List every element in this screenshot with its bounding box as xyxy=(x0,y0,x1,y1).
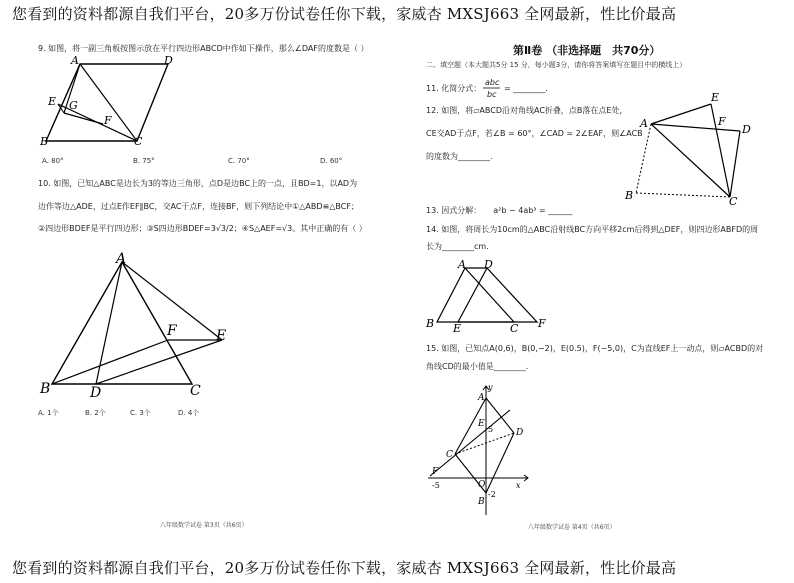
q9-label-d: D xyxy=(164,54,173,67)
q15-label-b: B xyxy=(478,497,485,507)
q14-line2: 长为________cm. xyxy=(426,242,489,251)
q10-option-d: D. 4个 xyxy=(178,409,200,417)
q10-line3: ②四边形BDEF是平行四边形；③S四边形BDEF=3√3/2；④S△AEF=√3。其中正确的有（ ） xyxy=(38,224,367,233)
q13-text: 13. 因式分解： a²b − 4ab³ = ______ xyxy=(426,206,573,215)
q11-prefix: 11. 化简分式： xyxy=(426,84,482,93)
q14-label-e: E xyxy=(453,322,462,335)
q10-label-b: B xyxy=(40,381,51,397)
q9-option-d: D. 60° xyxy=(320,157,343,165)
q15-label-o: O xyxy=(478,480,486,490)
q9-stem: 9. 如图，将一副三角板按图示放在平行四边形ABCD中作如下操作，那么∠DAF的度数是（ ） xyxy=(38,44,369,53)
q9-label-g: G xyxy=(69,99,78,112)
q10-option-c: C. 3个 xyxy=(130,409,151,417)
q10-option-b: B. 2个 xyxy=(85,409,106,417)
q15-label-f: F xyxy=(432,467,439,477)
q15-label-e: E xyxy=(478,419,485,429)
q9-label-a: A xyxy=(71,54,79,67)
left-page-footer: 八年级数学试卷 第3页（共6页） xyxy=(160,522,248,529)
q14-label-f: F xyxy=(538,317,546,330)
q9-label-c: C xyxy=(134,135,143,148)
watermark-banner-top: 您看到的资料都源自我们平台，20多万份试卷任你下载，家威杏 MXSJ663 全网最新，性比价最高 xyxy=(12,5,677,23)
q14-line1: 14. 如图，将周长为10cm的△ABC沿射线BC方向平移2cm后得到△DEF，则四边形ABFD的周 xyxy=(426,225,759,234)
section-title: 第Ⅱ卷 （非选择题 共70分） xyxy=(513,44,661,57)
part2-instructions: 二、填空题（本大题共5分 15 分，每小题3分，请你将答案填写在题目中的横线上） xyxy=(426,61,687,69)
q15-label-x: x xyxy=(516,481,521,490)
watermark-banner-bottom: 您看到的资料都源自我们平台，20多万份试卷任你下载，家威杏 MXSJ663 全网最新，性比价最高 xyxy=(12,559,677,577)
q12-line3: 的度数为________. xyxy=(426,152,493,161)
q10-label-d: D xyxy=(90,385,102,401)
q10-label-a: A xyxy=(116,251,127,267)
q11-numerator: abc xyxy=(485,78,500,87)
q10-label-c: C xyxy=(190,383,201,399)
q12-label-b: B xyxy=(625,189,634,202)
q9-option-b: B. 75° xyxy=(133,157,155,165)
q9-label-f: F xyxy=(104,114,112,127)
q12-line2: CE交AD于点F，若∠B = 60°，∠CAD = 2∠EAF，则∠ACB xyxy=(426,129,643,138)
q9-label-e: E xyxy=(48,95,57,108)
q12-label-e: E xyxy=(711,91,720,104)
q10-label-f: F xyxy=(167,323,177,339)
q10-option-a: A. 1个 xyxy=(38,409,59,417)
q15-label-c: C xyxy=(446,450,453,460)
q9-option-a: A. 80° xyxy=(42,157,64,165)
q15-label-y: y xyxy=(488,383,493,392)
q15-line1: 15. 如图，已知点A(0,6)，B(0,−2)，E(0.5)，F(−5,0)，C为直线EF上一动点，则▱ACBD的对 xyxy=(426,344,764,353)
q14-label-c: C xyxy=(510,322,519,335)
q14-label-b: B xyxy=(426,317,435,330)
q15-line2: 角线CD的最小值是________. xyxy=(426,362,529,371)
q12-label-f: F xyxy=(718,115,726,128)
q15-label-d: D xyxy=(516,428,524,438)
q10-line2: 边作等边△ADE，过点E作EF∥BC，交AC于点F，连接BF，则下列结论中①△ABD≌△BCF； xyxy=(38,202,359,211)
q11-answer-blank: = ________. xyxy=(504,84,548,93)
q15-label-5: 5 xyxy=(488,425,494,434)
q15-label-minus5: -5 xyxy=(432,481,440,490)
q12-label-a: A xyxy=(640,117,648,130)
right-page-footer: 八年级数学试卷 第4页（共6页） xyxy=(528,524,616,531)
q15-label-minus2: -2 xyxy=(488,490,496,499)
q9-label-b: B xyxy=(40,135,49,148)
q11-denominator: bc xyxy=(487,90,497,99)
q12-label-d: D xyxy=(742,123,751,136)
q14-label-a: A xyxy=(458,258,466,271)
q12-line1: 12. 如图，将▱ABCD沿对角线AC折叠，点B落在点E处， xyxy=(426,106,628,115)
q10-label-e: E xyxy=(216,328,227,344)
q14-label-d: D xyxy=(484,258,493,271)
q9-option-c: C. 70° xyxy=(228,157,250,165)
q10-line1: 10. 如图，已知△ABC是边长为3的等边三角形，点D是边BC上的一点，且BD=1，以AD为 xyxy=(38,179,358,188)
q15-label-a: A xyxy=(478,393,485,403)
q12-label-c: C xyxy=(729,195,738,208)
